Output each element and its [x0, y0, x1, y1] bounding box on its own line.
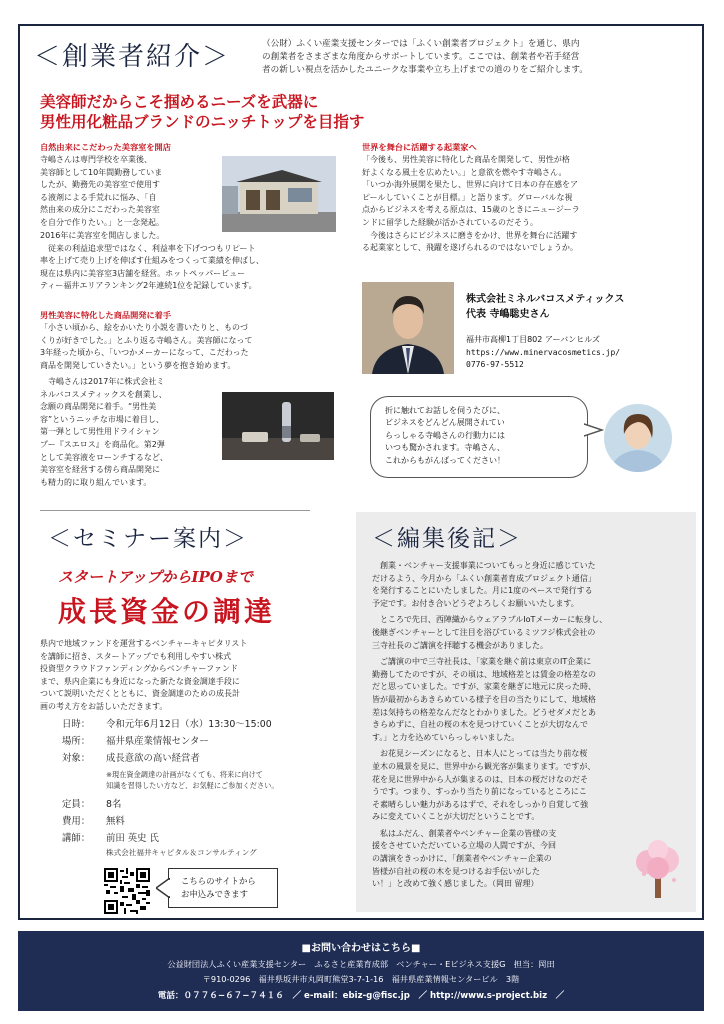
- founder-para-3: 寺嶋さんは2017年に株式会社ミ ネルバコスメティックスを創業し、 念願の商品開発に着手。“男性美 容”というニッチな市場に着目し、 第一弾として男性用ドライシャン プー『スエロス』を商品化。第2弾 として美容液をローンチするなど、 美容室を経営する傍ら商品開発に も精力的に取り組んでいます。: [40, 377, 168, 487]
- subheading-global: 世界を舞台に活躍する起業家へ: [362, 142, 477, 152]
- editor-para-2: ところで先日、西陣織からウェアラブルIoTメーカーに転身し、 後継ぎベンチャーとして注目を浴びているミツフジ株式会社の 三寺社長のご講演を拝聴する機会がありました。: [372, 615, 608, 650]
- editor-para-1: 創業・ベンチャー支援事業についてもっと身近に感じていた だけるよう、今月から「ふくい創業者育成プロジェクト通信」 を発行することにいたしました。月に1度のペースで発行する 予定です。お付き合いどうぞよろしくお願いいたします。: [372, 561, 596, 608]
- founder-para-2: 「小さい頃から、絵をかいたり小説を書いたりと、ものづ くりが好きでした。」とふり返る寺嶋さん。美容師になって 3年経った頃から、「いつかメーカーになって、こだわった 商品を開発していきたい。」という夢を抱き始めます。: [40, 323, 253, 370]
- seminar-target: 対象： 成長意欲の高い経営者: [62, 753, 200, 764]
- representative-name: 代表 寺嶋聡史さん: [466, 309, 550, 320]
- seminar-place: 場所： 福井県産業情報センター: [62, 736, 209, 747]
- footer-title: ■お問い合わせはこちら■: [301, 943, 421, 954]
- company-card: [466, 292, 624, 322]
- salon-photo: [222, 156, 336, 232]
- founder-para-4: 「今後も、男性美容に特化した商品を開発して、男性が格 好よくなる風土を広めたい。」と意欲を燃やす寺嶋さん。 「いつか海外展開を果たし、世界に向けて日本の存在感をア ピールしていくことが目標。」と語ります。グローバルな視 点からビジネスを考える原点は、15歳のときにニュージーラ ンドに留学した経験が活かされているのだそう。 今後はさらにビジネスに磨きをかけ、世界を舞台に活躍す る起業家として、飛躍を遂げられるのではないでしょうか。: [362, 155, 580, 253]
- editor-para-4: お花見シーズンになると、日本人にとっては当たり前な桜 並木の風景を見に、世界中から観光客が集まります。ですが、 花を見に世界中から人が集まるのは、日本の桜だけなのだそ うです。つまり、すっかり当たり前になっているところにこ そ素晴らしい魅力があるはずで、それをしっかり自覚して強 みに変えていくことが大切だということです。: [372, 749, 596, 822]
- footer-org: 公益財団法人ふくい産業支援センター ふるさと産業育成部 ベンチャー・Eビジネス支援G 担当：岡田: [167, 959, 555, 969]
- seminar-description: 県内で地域ファンドを運営するベンチャーキャピタリスト を講師に招き、スタートアップでも利用しやすい株式 投資型クラウドファンディングからベンチャーファンド まで、県内企業にも身近になった新たな資金調達手段に ついて説明いただくとともに、資金調達のための成長計 画の考え方をお話しいただきます。: [40, 639, 248, 711]
- apply-box: こちらのサイトから お申込みできます: [168, 868, 278, 908]
- cherry-tree-illustration: [630, 840, 686, 900]
- founder-catchphrase: 美容師だからこそ掴めるニーズを武器に 男性用化粧品ブランドのニッチトップを目指す: [40, 92, 365, 131]
- apply-arrow: [156, 878, 170, 898]
- editor-comment-bubble: 折に触れてお話しを伺うたびに、 ビジネスをどんどん展開されてい らっしゃる寺嶋さんの行動力には いつも驚かされます。寺嶋さん、 これからもがんばってください！: [370, 396, 588, 478]
- company-contact: [466, 334, 620, 372]
- seminar-info: [62, 716, 272, 767]
- seminar-date: 日時： 令和元年6月12日（水）13:30〜15:00: [62, 719, 272, 730]
- subheading-salon: 自然由来にこだわった美容室を開店: [40, 142, 171, 152]
- divider: [40, 510, 310, 511]
- company-url: https://www.minervacosmetics.jp/: [466, 347, 621, 357]
- footer-contact: 電話：０７７６−６７−７４１６ ／ e-mail：ebiz-g@fisc.jp ／ http://www.s-project.biz ／: [157, 991, 565, 1001]
- editor-para-3: ご講演の中で三寺社長は、「家業を継ぐ前は東京のIT企業に 勤務してたのですが、その頃は、地域格差とは賃金の格差なの だと思っていました。ですが、家業を継ぎに地元に戻った時、 皆が最初からあきらめている様子を目の当たりにして、地域格 差は気持ちの格差なんだなとわかりました。どうせダメだとあ きらめずに、自社の桜の木を見つけていくことが大切なんで す。」と力を込めていらっしゃいました。: [372, 657, 596, 742]
- seminar-title: 成長資金の調達: [58, 595, 276, 628]
- qr-code[interactable]: [104, 868, 150, 914]
- editor-avatar: [604, 404, 672, 472]
- seminar-info-2: [62, 796, 159, 847]
- seminar-capacity: 定員： 8名: [62, 799, 122, 810]
- company-name: 株式会社ミネルバコスメティックス: [466, 294, 625, 305]
- seminar-heading: ＜セミナー案内＞: [48, 526, 248, 552]
- seminar-lecturer: 講師： 前田 英史 氏: [62, 833, 159, 844]
- founder-para-1: 寺嶋さんは専門学校を卒業後、 美容師として10年間勤務していま したが、勤務先の美容室で使用す る液剤による手荒れに悩み、「自 然由来の成分にこだわった美容室 を自分で作りたい。」と一念発起。: [40, 155, 164, 227]
- footer-address: 〒910-0296 福井県坂井市丸岡町熊堂3-7-1-16 福井県産業情報センタービル 3階: [202, 974, 520, 984]
- contact-footer: [18, 931, 704, 1011]
- product-photo: [222, 392, 334, 460]
- company-address: 福井市高柳1丁目802 アーバンヒルズ: [466, 335, 601, 344]
- seminar-lecturer-org: 株式会社福井キャピタル＆コンサルティング: [106, 848, 257, 857]
- editor-para-5: 私はふだん、創業者やベンチャー企業の皆様の支 援をさせていただいている立場の人間ですが、今回 の講演をきっかけに、「創業者やベンチャー企業の 皆様が自社の桜の木を見つけるお手伝いがした い！」と改めて強く感じました。（岡田 留理）: [372, 828, 557, 889]
- editor-heading: ＜編集後記＞: [372, 526, 522, 552]
- bubble-tail: [584, 420, 604, 440]
- founder-portrait: [362, 282, 454, 374]
- seminar-target-note: ※現在資金調達の計画がなくても、将来に向けて 知識を習得したい方など、お気軽にご参加ください。: [106, 770, 279, 790]
- founder-heading: ＜創業者紹介＞: [34, 42, 231, 72]
- seminar-fee: 費用： 無料: [62, 816, 125, 827]
- seminar-catchphrase: スタートアップからIPOまで: [58, 568, 253, 586]
- founder-intro: （公財）ふくい産業支援センターでは「ふくい創業者プロジェクト」を通じ、県内 の創業者をさまざまな角度からサポートしています。ここでは、創業者や若手経営 者の新しい視点を活かしたユニークな事業や立ち上げまでの道のりをご紹介します。: [262, 39, 588, 75]
- founder-para-1-cont: 2016年に美容室を開店しました。 従来の利益追求型ではなく、利益率を下げつつもリピート 率を上げて売り上げを伸ばす仕組みをつくって業績を伸ばし、 現在は県内に美容室3店舗を経営。ホットペッパービュー ティー福井エリアランキング2年連続1位を記録しています。: [40, 231, 264, 291]
- subheading-product: 男性美容に特化した商品開発に着手: [40, 310, 172, 320]
- company-tel: 0776-97-5512: [466, 360, 524, 369]
